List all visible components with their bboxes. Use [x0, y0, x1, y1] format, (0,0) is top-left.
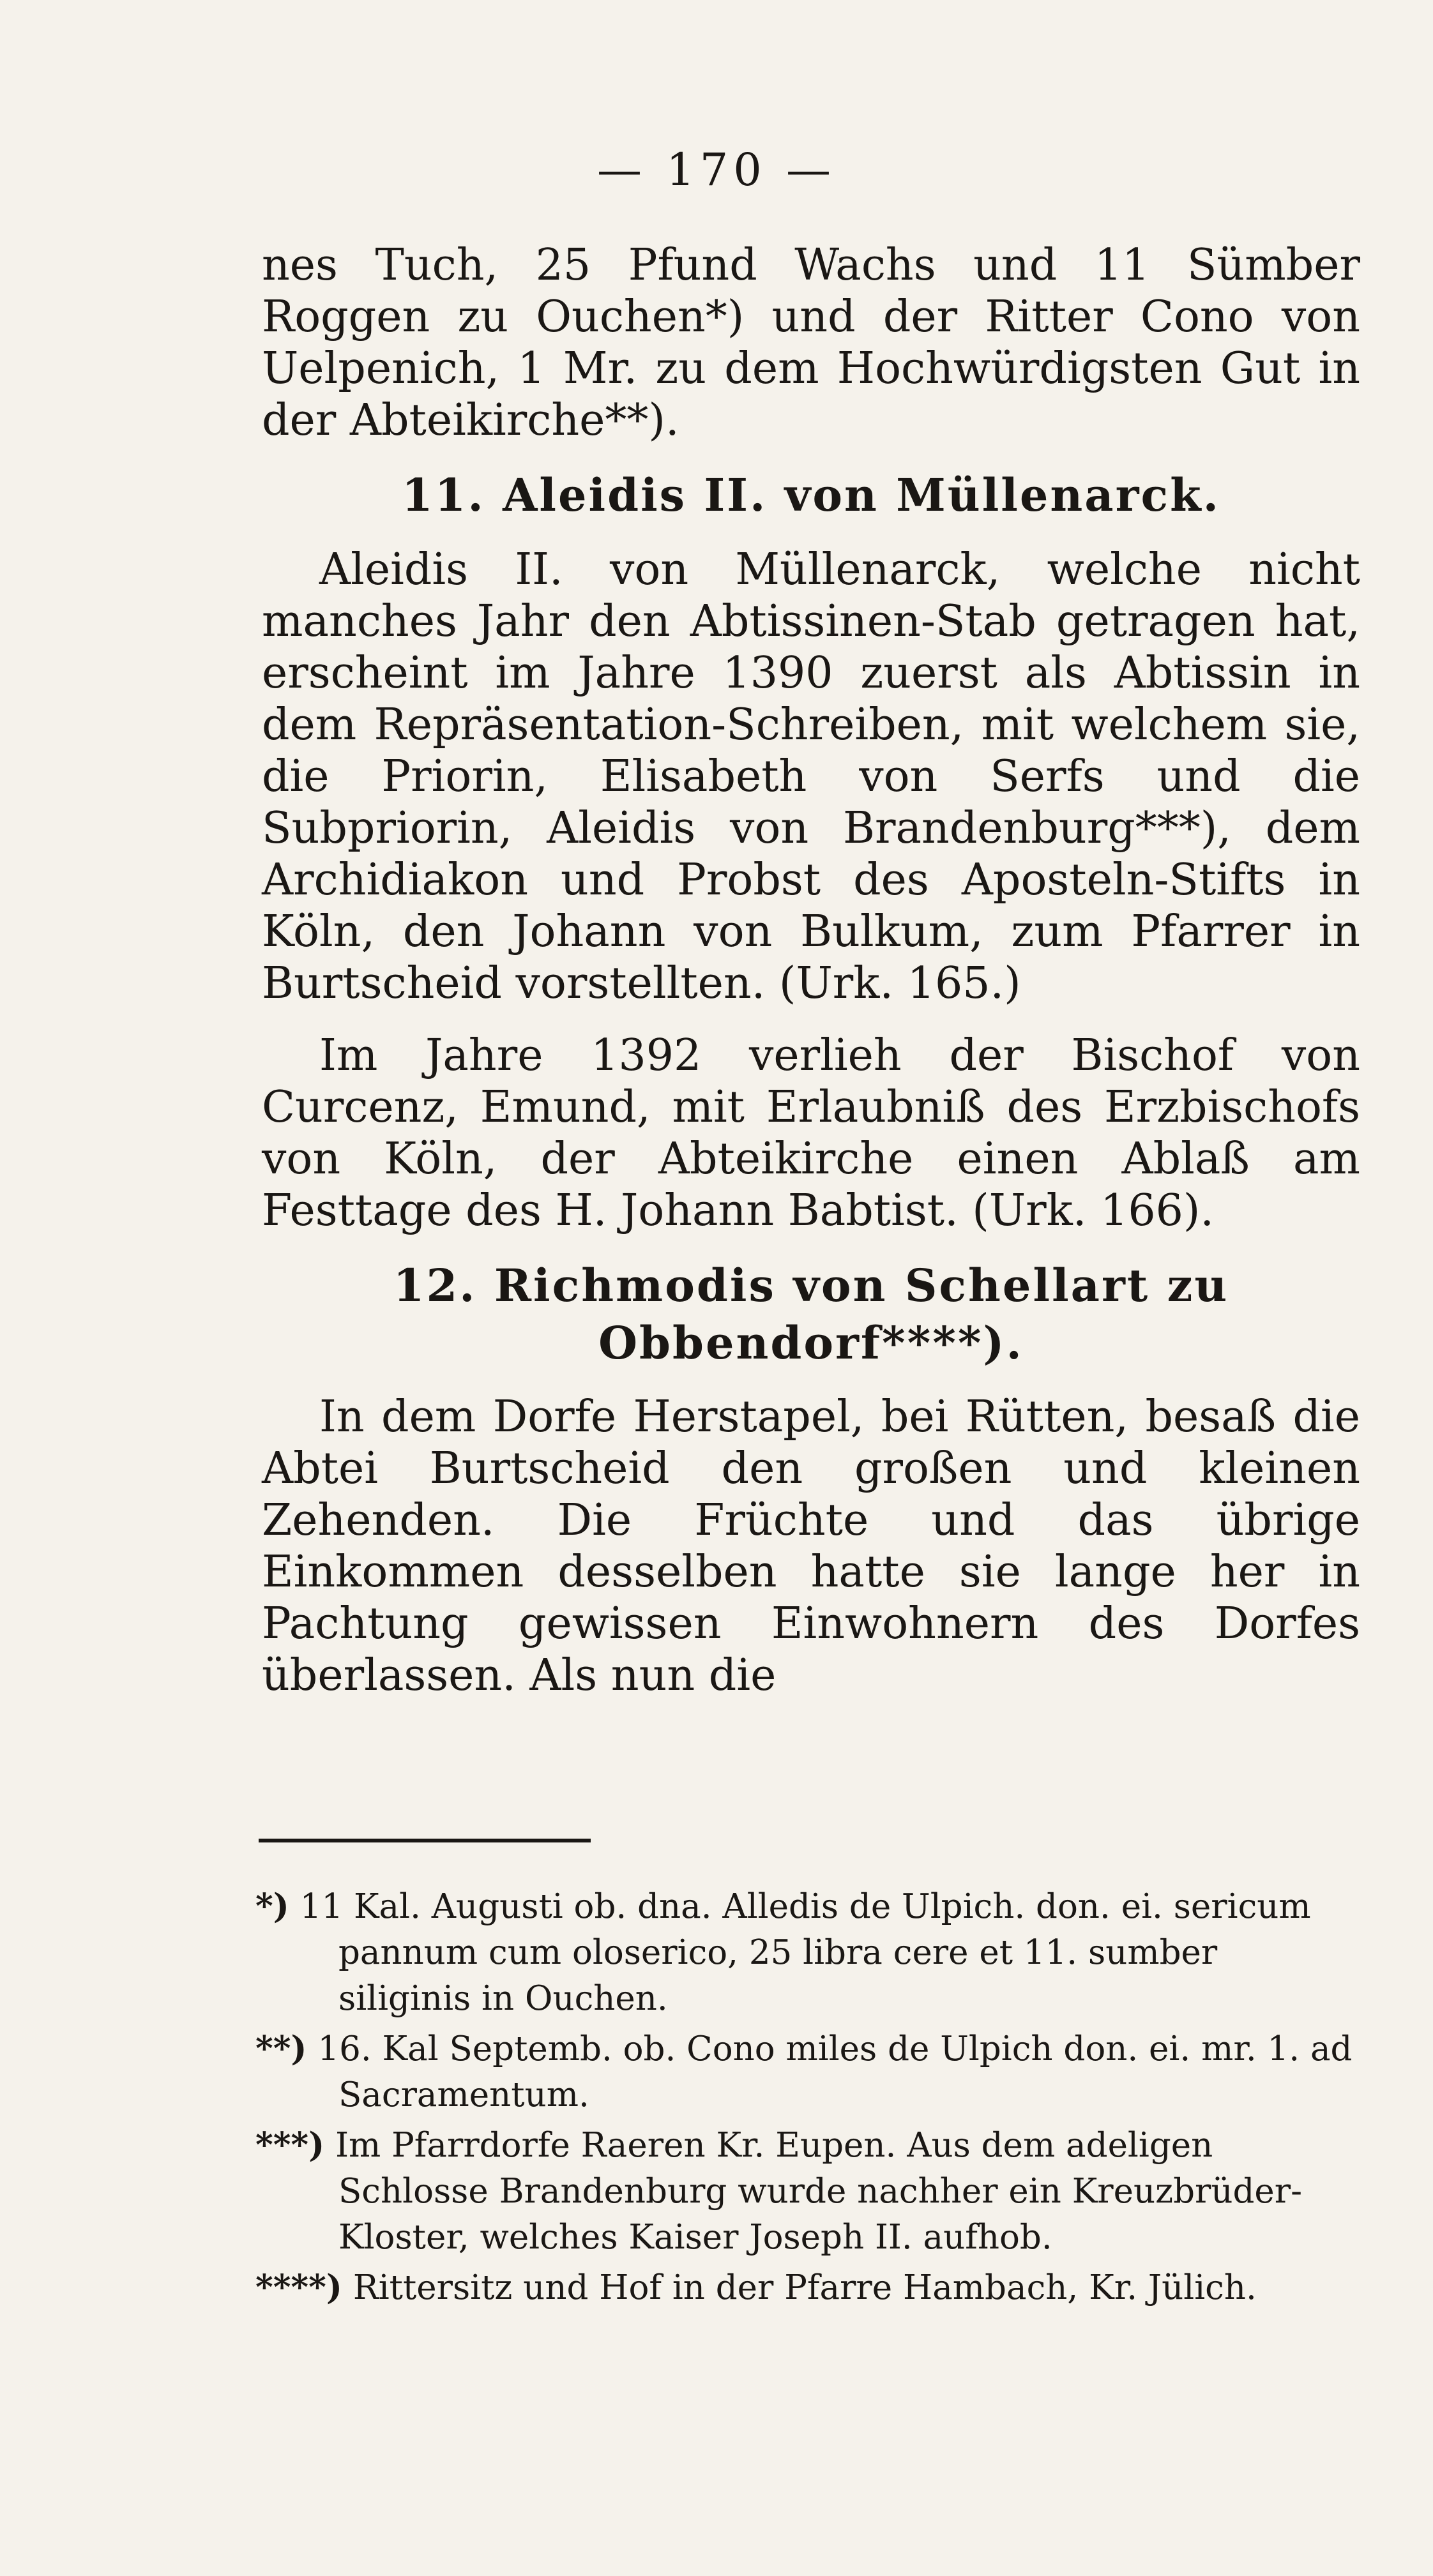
- footnote-1: [255, 1883, 1360, 2022]
- footnotes: [255, 1883, 1360, 2315]
- section-heading-12-line2: Obbendorf****).: [598, 1316, 1024, 1369]
- footnote-2: [255, 2026, 1360, 2118]
- footnote-mark: ****): [255, 2268, 342, 2307]
- footnote-mark: **): [255, 2029, 307, 2068]
- section-heading-12: [262, 1257, 1360, 1372]
- paragraph-herstapel: In dem Dorfe Herstapel, bei Rütten, besaß die Abtei Burtscheid den großen und kleinen Zehenden. Die Früchte und das übrige Einkommen desselben hatte sie lange her in Pachtung gewissen Einwohnern des Dorfes überlassen. Als nun die: [262, 1392, 1360, 1701]
- footnote-4: [255, 2264, 1360, 2311]
- footnote-separator: [259, 1839, 591, 1842]
- footnote-text: 16. Kal Septemb. ob. Cono miles de Ulpich don. ei. mr. 1. ad Sacramentum.: [317, 2030, 1353, 2114]
- footnote-text: 11 Kal. Augusti ob. dna. Alledis de Ulpich. don. ei. sericum pannum cum oloserico, 25 libra cere et 11. sumber siliginis in Ouchen.: [299, 1887, 1311, 2018]
- main-text: [262, 239, 1360, 1701]
- footnote-mark: ***): [255, 2125, 325, 2165]
- footnote-mark: *): [255, 1887, 289, 1926]
- footnote-text: Im Pfarrdorfe Raeren Kr. Eupen. Aus dem adeligen Schlosse Brandenburg wurde nachher ein Kreuzbrüder-Kloster, welches Kaiser Joseph II. aufhob.: [335, 2126, 1302, 2257]
- section-heading-12-line1: 12. Richmodis von Schellart zu: [393, 1259, 1229, 1312]
- paragraph-aleidis: Aleidis II. von Müllenarck, welche nicht manches Jahr den Abtissinen-Stab getragen hat, erscheint im Jahre 1390 zuerst als Abtissin in dem Repräsentation-Schreiben, mit welchem sie, die Priorin, Elisabeth von Serfs und die Subpriorin, Aleidis von Brandenburg***), dem Archidiakon und Probst des Aposteln-Stifts in Köln, den Johann von Bulkum, zum Pfarrer in Burtscheid vorstellten. (Urk. 165.): [262, 545, 1360, 1009]
- footnote-text: Rittersitz und Hof in der Pfarre Hambach, Kr. Jülich.: [353, 2268, 1257, 2307]
- paragraph-ablass: Im Jahre 1392 verlieh der Bischof von Curcenz, Emund, mit Erlaubniß des Erzbischofs von Köln, der Abteikirche einen Ablaß am Festtage des H. Johann Babtist. (Urk. 166).: [262, 1030, 1360, 1236]
- footnote-3: [255, 2122, 1360, 2261]
- page-number: — 170 —: [596, 144, 837, 196]
- section-heading-11: 11. Aleidis II. von Müllenarck.: [401, 469, 1221, 522]
- paragraph-continuation: nes Tuch, 25 Pfund Wachs und 11 Sümber Roggen zu Ouchen*) und der Ritter Cono von Uelpenich, 1 Mr. zu dem Hochwürdigsten Gut in der Abteikirche**).: [262, 240, 1360, 446]
